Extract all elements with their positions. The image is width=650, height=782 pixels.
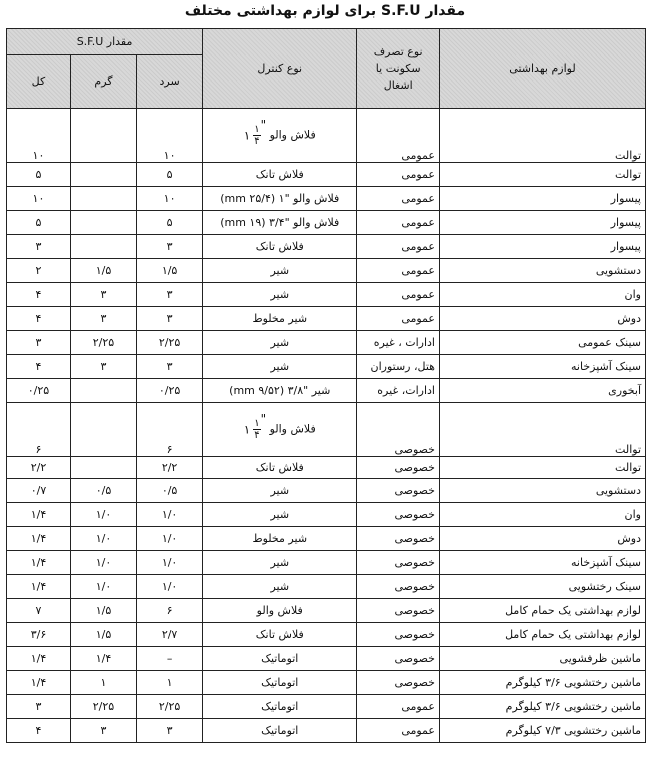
header-cold: سرد bbox=[137, 55, 203, 109]
cell-fixture: آبخوری bbox=[439, 379, 645, 403]
cell-cold: ۱/۰ bbox=[137, 575, 203, 599]
table-row bbox=[7, 109, 646, 163]
fraction-whole: ۱ bbox=[243, 128, 251, 143]
cell-fixture: ماشین ظرفشویی bbox=[439, 647, 645, 671]
table-row bbox=[7, 551, 646, 575]
cell-usage: خصوصی bbox=[357, 599, 440, 623]
cell-fixture: توالت bbox=[439, 457, 645, 479]
cell-hot: ۱/۰ bbox=[70, 551, 136, 575]
cell-cold: ۳ bbox=[137, 355, 203, 379]
control-label: فلاش والو bbox=[269, 422, 316, 436]
cell-hot: ۱/۵ bbox=[70, 599, 136, 623]
cell-hot: ۱/۰ bbox=[70, 527, 136, 551]
cell-total: ۴ bbox=[7, 355, 71, 379]
fraction-numerator: ۱ bbox=[254, 418, 260, 429]
cell-cold: ۱۰ bbox=[137, 109, 203, 163]
cell-control: شیر bbox=[203, 575, 357, 599]
cell-hot: ۱/۰ bbox=[70, 575, 136, 599]
cell-control: شیر bbox=[203, 331, 357, 355]
cell-hot: ۳ bbox=[70, 355, 136, 379]
cell-usage: خصوصی bbox=[357, 403, 440, 457]
cell-fixture: وان bbox=[439, 283, 645, 307]
cell-usage: خصوصی bbox=[357, 551, 440, 575]
cell-usage: خصوصی bbox=[357, 527, 440, 551]
cell-usage: خصوصی bbox=[357, 575, 440, 599]
cell-usage: خصوصی bbox=[357, 503, 440, 527]
table-row bbox=[7, 187, 646, 211]
cell-cold: ۲/۲۵ bbox=[137, 331, 203, 355]
table-row bbox=[7, 719, 646, 743]
cell-hot bbox=[70, 109, 136, 163]
cell-usage: هتل، رستوران bbox=[357, 355, 440, 379]
cell-cold: ۲/۷ bbox=[137, 623, 203, 647]
cell-cold: ۵ bbox=[137, 163, 203, 187]
cell-control: شیر bbox=[203, 355, 357, 379]
cell-control: اتوماتیک bbox=[203, 647, 357, 671]
table-row bbox=[7, 527, 646, 551]
cell-cold: ۱/۰ bbox=[137, 551, 203, 575]
cell-fixture: دوش bbox=[439, 527, 645, 551]
cell-total: ۲/۲ bbox=[7, 457, 71, 479]
cell-control: شیر bbox=[203, 551, 357, 575]
cell-cold: ۳ bbox=[137, 307, 203, 331]
header-fixture: لوازم بهداشتی bbox=[439, 29, 645, 109]
cell-hot bbox=[70, 211, 136, 235]
cell-control: اتوماتیک bbox=[203, 719, 357, 743]
cell-control: شیر "۳/۸ (۹/۵۲ mm) bbox=[203, 379, 357, 403]
cell-total: ۴ bbox=[7, 719, 71, 743]
cell-hot: ۱/۰ bbox=[70, 503, 136, 527]
table-row bbox=[7, 163, 646, 187]
cell-usage: خصوصی bbox=[357, 671, 440, 695]
cell-fixture: ماشین رختشویی ۷/۳ کیلوگرم bbox=[439, 719, 645, 743]
cell-control: شیر bbox=[203, 503, 357, 527]
cell-usage: عمومی bbox=[357, 109, 440, 163]
cell-hot: ۱ bbox=[70, 671, 136, 695]
cell-cold: ۵ bbox=[137, 211, 203, 235]
cell-usage: عمومی bbox=[357, 187, 440, 211]
cell-control: فلاش تانک bbox=[203, 457, 357, 479]
table-title: مقدار S.F.U برای لوازم بهداشتی مختلف bbox=[184, 3, 466, 19]
cell-usage: خصوصی bbox=[357, 623, 440, 647]
cell-total: ۳ bbox=[7, 235, 71, 259]
cell-cold: ۳ bbox=[137, 235, 203, 259]
cell-cold: ۱/۰ bbox=[137, 503, 203, 527]
cell-hot bbox=[70, 403, 136, 457]
cell-usage: عمومی bbox=[357, 211, 440, 235]
cell-total: ۱/۴ bbox=[7, 527, 71, 551]
table-row bbox=[7, 623, 646, 647]
inch-mark: " bbox=[260, 412, 267, 426]
cell-hot bbox=[70, 379, 136, 403]
header-total: کل bbox=[7, 55, 71, 109]
cell-control: فلاش تانک bbox=[203, 235, 357, 259]
cell-control: اتوماتیک bbox=[203, 695, 357, 719]
cell-usage: خصوصی bbox=[357, 479, 440, 503]
cell-fixture: توالت bbox=[439, 403, 645, 457]
cell-control: شیر bbox=[203, 283, 357, 307]
cell-total: ۲ bbox=[7, 259, 71, 283]
table-row bbox=[7, 259, 646, 283]
cell-fixture: سینک رختشویی bbox=[439, 575, 645, 599]
cell-fixture: ماشین رختشویی ۳/۶ کیلوگرم bbox=[439, 671, 645, 695]
cell-total: ۱/۴ bbox=[7, 503, 71, 527]
cell-total: ۱/۴ bbox=[7, 671, 71, 695]
cell-fixture: سینک آشپزخانه bbox=[439, 355, 645, 379]
cell-total: ۱/۴ bbox=[7, 647, 71, 671]
cell-control bbox=[203, 109, 357, 163]
table-row bbox=[7, 211, 646, 235]
table-row bbox=[7, 575, 646, 599]
cell-usage: عمومی bbox=[357, 235, 440, 259]
cell-fixture: لوازم بهداشتی یک حمام کامل bbox=[439, 623, 645, 647]
cell-control: شیر مخلوط bbox=[203, 527, 357, 551]
cell-cold: ۳ bbox=[137, 719, 203, 743]
cell-total: ۱۰ bbox=[7, 109, 71, 163]
cell-cold: ۱/۵ bbox=[137, 259, 203, 283]
cell-usage: عمومی bbox=[357, 719, 440, 743]
table-row bbox=[7, 503, 646, 527]
table-row bbox=[7, 647, 646, 671]
cell-fixture: توالت bbox=[439, 163, 645, 187]
cell-control: فلاش والو "۳/۴ (۱۹ mm) bbox=[203, 211, 357, 235]
cell-hot bbox=[70, 187, 136, 211]
cell-hot: ۳ bbox=[70, 307, 136, 331]
cell-usage: ادارات، غیره bbox=[357, 379, 440, 403]
table-row bbox=[7, 671, 646, 695]
sfu-table bbox=[6, 28, 646, 743]
table-row bbox=[7, 283, 646, 307]
cell-fixture: پیسوار bbox=[439, 235, 645, 259]
table-row bbox=[7, 479, 646, 503]
cell-cold: – bbox=[137, 647, 203, 671]
cell-usage: عمومی bbox=[357, 283, 440, 307]
cell-fixture: پیسوار bbox=[439, 187, 645, 211]
cell-hot: ۳ bbox=[70, 719, 136, 743]
cell-hot: ۰/۵ bbox=[70, 479, 136, 503]
inch-mark: " bbox=[260, 118, 267, 132]
header-control-type: نوع کنترل bbox=[203, 29, 357, 109]
cell-hot bbox=[70, 235, 136, 259]
cell-total: ۶ bbox=[7, 403, 71, 457]
cell-control: اتوماتیک bbox=[203, 671, 357, 695]
cell-control: شیر مخلوط bbox=[203, 307, 357, 331]
cell-total: ۱/۴ bbox=[7, 551, 71, 575]
cell-total: ۷ bbox=[7, 599, 71, 623]
cell-control: شیر bbox=[203, 259, 357, 283]
cell-control: فلاش تانک bbox=[203, 623, 357, 647]
table-row bbox=[7, 355, 646, 379]
cell-fixture: دستشویی bbox=[439, 259, 645, 283]
cell-usage: ادارات ، غیره bbox=[357, 331, 440, 355]
cell-total: ۴ bbox=[7, 283, 71, 307]
fraction-denominator: ۴ bbox=[254, 136, 260, 147]
cell-total: ۴ bbox=[7, 307, 71, 331]
cell-usage: خصوصی bbox=[357, 647, 440, 671]
fraction-denominator: ۴ bbox=[254, 430, 260, 441]
cell-control: فلاش والو "۱ (۲۵/۴ mm) bbox=[203, 187, 357, 211]
cell-cold: ۳ bbox=[137, 283, 203, 307]
cell-hot: ۱/۴ bbox=[70, 647, 136, 671]
cell-usage: خصوصی bbox=[357, 457, 440, 479]
cell-total: ۵ bbox=[7, 211, 71, 235]
cell-fixture: وان bbox=[439, 503, 645, 527]
cell-total: ۰/۲۵ bbox=[7, 379, 71, 403]
table-row bbox=[7, 379, 646, 403]
cell-total: ۳/۶ bbox=[7, 623, 71, 647]
cell-control: فلاش تانک bbox=[203, 163, 357, 187]
cell-cold: ۶ bbox=[137, 403, 203, 457]
table-row bbox=[7, 235, 646, 259]
cell-cold: ۰/۵ bbox=[137, 479, 203, 503]
table-row bbox=[7, 695, 646, 719]
table-row bbox=[7, 457, 646, 479]
cell-hot: ۲/۲۵ bbox=[70, 695, 136, 719]
cell-total: ۳ bbox=[7, 695, 71, 719]
cell-fixture: سینک عمومی bbox=[439, 331, 645, 355]
cell-cold: ۱ bbox=[137, 671, 203, 695]
header-sfu-group: مقدار S.F.U bbox=[7, 29, 203, 55]
control-label: فلاش والو bbox=[269, 128, 316, 142]
cell-hot: ۱/۵ bbox=[70, 259, 136, 283]
cell-fixture: پیسوار bbox=[439, 211, 645, 235]
cell-total: ۵ bbox=[7, 163, 71, 187]
cell-hot: ۲/۲۵ bbox=[70, 331, 136, 355]
cell-control: شیر bbox=[203, 479, 357, 503]
cell-control bbox=[203, 403, 357, 457]
cell-cold: ۲/۲ bbox=[137, 457, 203, 479]
cell-cold: ۶ bbox=[137, 599, 203, 623]
cell-cold: ۲/۲۵ bbox=[137, 695, 203, 719]
cell-usage: عمومی bbox=[357, 163, 440, 187]
cell-cold: ۰/۲۵ bbox=[137, 379, 203, 403]
cell-fixture: سینک آشپزخانه bbox=[439, 551, 645, 575]
table-row bbox=[7, 599, 646, 623]
fraction bbox=[253, 124, 260, 147]
fraction-whole: ۱ bbox=[243, 422, 251, 437]
cell-usage: عمومی bbox=[357, 695, 440, 719]
cell-fixture: دستشویی bbox=[439, 479, 645, 503]
cell-hot: ۳ bbox=[70, 283, 136, 307]
header-hot: گرم bbox=[70, 55, 136, 109]
cell-usage: عمومی bbox=[357, 259, 440, 283]
cell-fixture: لوازم بهداشتی یک حمام کامل bbox=[439, 599, 645, 623]
table-row bbox=[7, 307, 646, 331]
cell-fixture: توالت bbox=[439, 109, 645, 163]
table-body bbox=[7, 109, 646, 743]
fraction-numerator: ۱ bbox=[254, 124, 260, 135]
cell-total: ۱/۴ bbox=[7, 575, 71, 599]
cell-hot bbox=[70, 457, 136, 479]
cell-hot bbox=[70, 163, 136, 187]
cell-cold: ۱۰ bbox=[137, 187, 203, 211]
cell-total: ۱۰ bbox=[7, 187, 71, 211]
cell-cold: ۱/۰ bbox=[137, 527, 203, 551]
table-row bbox=[7, 403, 646, 457]
fraction bbox=[253, 418, 260, 441]
cell-fixture: ماشین رختشویی ۳/۶ کیلوگرم bbox=[439, 695, 645, 719]
cell-control: فلاش والو bbox=[203, 599, 357, 623]
header-usage-type: نوع تصرف سکونت یا اشغال bbox=[357, 29, 440, 109]
cell-fixture: دوش bbox=[439, 307, 645, 331]
cell-hot: ۱/۵ bbox=[70, 623, 136, 647]
cell-total: ۳ bbox=[7, 331, 71, 355]
table-row bbox=[7, 331, 646, 355]
cell-usage: عمومی bbox=[357, 307, 440, 331]
cell-total: ۰/۷ bbox=[7, 479, 71, 503]
